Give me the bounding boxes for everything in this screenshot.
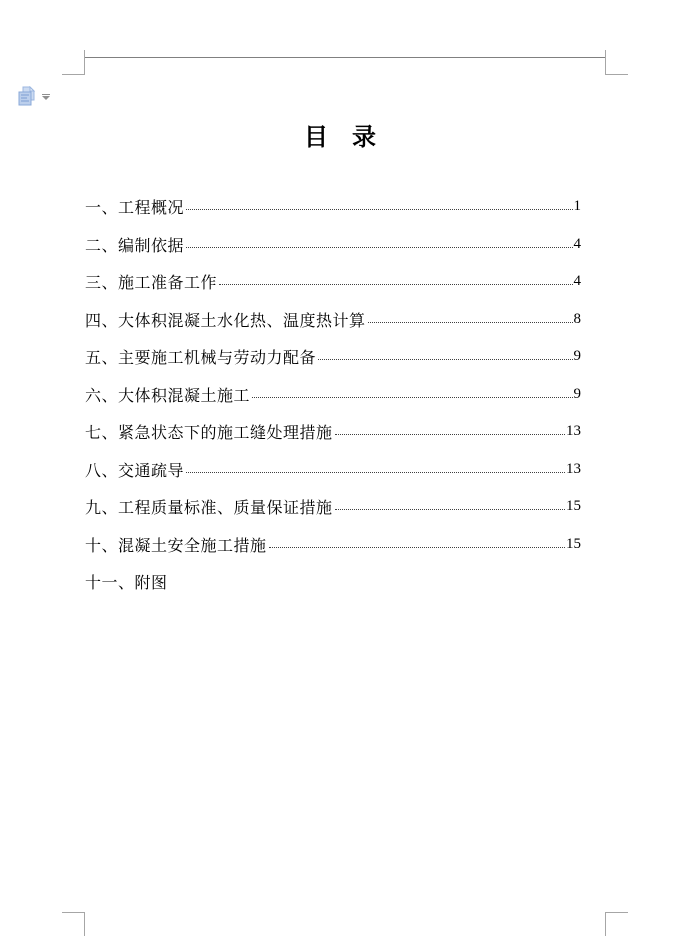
- toc-entry-label: 十一、附图: [85, 575, 168, 593]
- toc-leader-dots: [252, 397, 572, 398]
- toc-entry-label: 八、交通疏导: [85, 462, 185, 480]
- toc-leader-dots: [269, 547, 565, 548]
- toc-list: [85, 188, 581, 601]
- text-boundary-top-line: [85, 57, 605, 58]
- toc-entry-page: 9: [573, 385, 581, 402]
- toc-entry[interactable]: [85, 226, 581, 264]
- toc-entry-label: 四、大体积混凝土水化热、温度热计算: [85, 312, 366, 330]
- crop-mark-bottom-left-horizontal: [62, 912, 84, 913]
- crop-mark-bottom-right-horizontal: [606, 912, 628, 913]
- toc-entry[interactable]: [85, 263, 581, 301]
- toc-entry[interactable]: [85, 413, 581, 451]
- toc-entry[interactable]: [85, 188, 581, 226]
- toc-leader-dots: [186, 209, 572, 210]
- crop-mark-bottom-right-vertical: [605, 912, 606, 936]
- toc-entry-page: 13: [566, 460, 581, 477]
- toc-leader-dots: [318, 359, 572, 360]
- toc-entry[interactable]: [85, 338, 581, 376]
- toc-entry[interactable]: [85, 451, 581, 489]
- crop-mark-top-right-vertical: [605, 50, 606, 75]
- crop-mark-top-right-horizontal: [606, 74, 628, 75]
- toc-entry-label: 五、主要施工机械与劳动力配备: [85, 350, 317, 368]
- toc-leader-dots: [368, 322, 573, 323]
- toc-entry[interactable]: [85, 526, 581, 564]
- toc-entry-label: 七、紧急状态下的施工缝处理措施: [85, 425, 333, 443]
- toc-entry-label: 十、混凝土安全施工措施: [85, 537, 267, 555]
- toc-entry-label: 二、编制依据: [85, 237, 185, 255]
- toc-entry-page: 4: [573, 235, 581, 252]
- toc-entry[interactable]: [85, 488, 581, 526]
- toc-entry-page: 13: [566, 423, 581, 440]
- toc-entry-page: 4: [573, 273, 581, 290]
- crop-mark-top-left-vertical: [84, 50, 85, 75]
- toc-entry-label: 六、大体积混凝土施工: [85, 387, 251, 405]
- crop-mark-bottom-left-vertical: [84, 912, 85, 936]
- toc-entry-label: 九、工程质量标准、质量保证措施: [85, 500, 333, 518]
- paste-options-button[interactable]: [18, 86, 50, 106]
- toc-leader-dots: [186, 247, 572, 248]
- toc-leader-dots: [219, 284, 572, 285]
- toc-entry-page: 1: [573, 198, 581, 215]
- toc-leader-dots: [335, 434, 565, 435]
- toc-entry-page: 8: [573, 310, 581, 327]
- toc-entry[interactable]: [85, 563, 581, 601]
- clipboard-paste-icon: [18, 86, 37, 106]
- toc-entry-page: 9: [573, 348, 581, 365]
- toc-entry[interactable]: [85, 376, 581, 414]
- toc-entry-page: 15: [566, 498, 581, 515]
- toc-entry-page: 15: [566, 535, 581, 552]
- page-title: 目 录: [304, 125, 376, 151]
- toc-entry-label: 一、工程概况: [85, 200, 185, 218]
- toc-leader-dots: [335, 509, 565, 510]
- toc-entry-label: 三、施工准备工作: [85, 275, 218, 293]
- toc-entry[interactable]: [85, 301, 581, 339]
- chevron-down-icon[interactable]: [42, 94, 50, 100]
- crop-mark-top-left-horizontal: [62, 74, 84, 75]
- toc-leader-dots: [186, 472, 565, 473]
